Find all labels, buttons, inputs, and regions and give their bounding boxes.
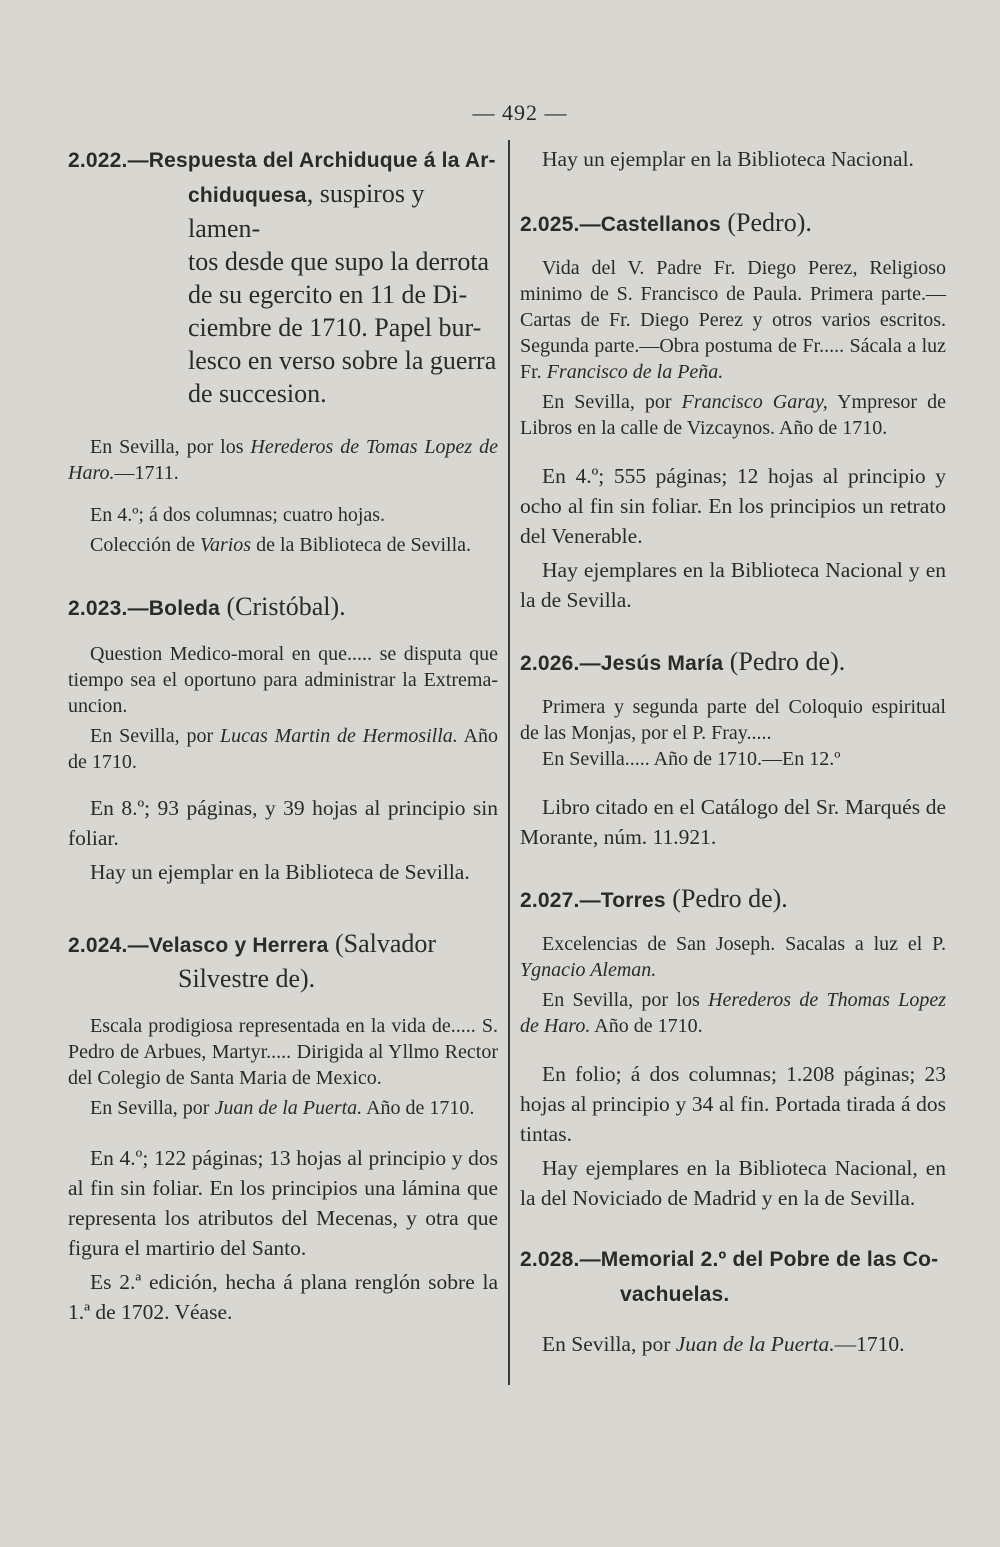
imprint: En Sevilla, por Juan de la Puerta. Año de 1710. <box>90 1097 475 1119</box>
entry-title: Jesús María <box>600 652 724 675</box>
imprint: En Sevilla, por Francisco Garay, Ympresor de Libros en la calle de Vizcaynos. Año de 1710. <box>520 391 946 439</box>
entry-number: 2.024.— <box>68 934 149 957</box>
entry-heading <box>520 645 946 680</box>
imprint: En Sevilla, por Lucas Martin de Hermosilla. Año de 1710. <box>68 725 498 773</box>
entry-title: Respuesta del Archiduque á la Ar- <box>148 149 496 172</box>
entry-heading <box>68 590 498 625</box>
title-description: Question Medico-moral en que..... se disputa que tiempo sea el oportuno para administrar la Extrema-uncion. <box>68 643 498 717</box>
citation-note: Libro citado en el Catálogo del Sr. Marqués de Morante, núm. 11.921. <box>520 795 946 849</box>
entry-title: Velasco y Herrera <box>148 934 329 957</box>
entry-number: 2.028.— <box>520 1248 601 1271</box>
entry-heading <box>520 206 946 241</box>
entry-title-rest: ciembre de 1710. Papel bur- <box>188 313 482 342</box>
entry-title: Boleda <box>148 597 221 620</box>
entry-title-rest: tos desde que supo la derrota <box>188 247 490 276</box>
description: En 8.º; 93 páginas, y 39 hojas al principio sin foliar. <box>68 796 498 850</box>
entry-heading <box>520 882 946 917</box>
location-note: Hay ejemplares en la Biblioteca Nacional, en la del Noviciado de Madrid y en la de Sevilla. <box>520 1156 946 1210</box>
entry-heading <box>68 927 498 995</box>
entry-title-rest: Silvestre de). <box>178 964 316 993</box>
entry-2027 <box>520 882 946 1213</box>
page-number: — 492 — <box>472 100 568 125</box>
right-column <box>520 130 946 1359</box>
entry-2025 <box>520 206 946 615</box>
imprint: En Sevilla, por los Herederos de Thomas Lopez de Haro. Año de 1710. <box>520 989 947 1037</box>
entry-title: Memorial 2.º del Pobre de las Co- <box>600 1248 939 1271</box>
entry-title-rest: de succesion. <box>188 379 327 408</box>
column-divider <box>508 140 510 1385</box>
entry-2022 <box>68 142 498 558</box>
imprint: En Sevilla..... Año de 1710.—En 12.º <box>542 748 841 770</box>
entry-title-rest: lesco en verso sobre la guerra <box>188 346 497 375</box>
entry-title-rest: (Pedro). <box>720 208 812 237</box>
edition-note: Es 2.ª edición, hecha á plana renglón sobre la 1.ª de 1702. Véase. <box>68 1270 498 1324</box>
title-description: Primera y segunda parte del Coloquio espiritual de las Monjas, por el P. Fray..... <box>520 696 946 744</box>
entry-title-cont: chiduquesa <box>188 184 307 207</box>
entry-title-cont: vachuelas. <box>620 1283 730 1306</box>
entry-heading <box>520 1241 946 1311</box>
location-note: Hay un ejemplar en la Biblioteca de Sevilla. <box>90 860 470 884</box>
title-description: Vida del V. Padre Fr. Diego Perez, Religioso minimo de S. Francisco de Paula. Primera parte.—Cartas de Fr. Diego Perez y otros varios escritos. Segunda parte.—Obra postuma de Fr..... Sácala a luz Fr. Francisco de la Peña. <box>520 257 946 383</box>
imprint: En Sevilla, por Juan de la Puerta.—1710. <box>542 1332 905 1356</box>
entry-number: 2.027.— <box>520 889 601 912</box>
entry-2028 <box>520 1241 946 1359</box>
location-note: Hay un ejemplar en la Biblioteca Nacional. <box>542 147 914 171</box>
entry-title-rest: (Pedro de). <box>665 884 788 913</box>
title-description: Excelencias de San Joseph. Sacalas a luz el P. Ygnacio Aleman. <box>520 933 946 981</box>
entry-heading <box>68 142 498 410</box>
description: En 4.º; á dos columnas; cuatro hojas. <box>90 504 386 526</box>
description: En 4.º; 122 páginas; 13 hojas al principio y dos al fin sin foliar. En los principios una lámina que representa los atributos del Mecenas, y otra que figura el martirio del Santo. <box>68 1146 498 1260</box>
entry-title-rest: (Salvador <box>328 929 437 958</box>
description: En folio; á dos columnas; 1.208 páginas; 23 hojas al principio y 34 al fin. Portada tirada á dos tintas. <box>520 1062 946 1146</box>
entry-title-rest: (Pedro de). <box>723 647 846 676</box>
entry-number: 2.025.— <box>520 213 601 236</box>
entry-title: Torres <box>600 889 666 912</box>
title-description: Escala prodigiosa representada en la vida de..... S. Pedro de Arbues, Martyr..... Dirigida al Yllmo Rector del Colegio de Santa Maria de Mexico. <box>68 1015 498 1089</box>
entry-2026 <box>520 645 946 852</box>
location-note: Hay ejemplares en la Biblioteca Nacional y en la de Sevilla. <box>520 558 946 612</box>
entry-number: 2.022.— <box>68 149 149 172</box>
left-column <box>68 130 498 1327</box>
location-note: Colección de Varios de la Biblioteca de Sevilla. <box>90 534 472 556</box>
entry-number: 2.026.— <box>520 652 601 675</box>
entry-2023 <box>68 590 498 887</box>
entry-title-rest: de su egercito en 11 de Di- <box>188 280 468 309</box>
entry-title-rest: (Cristóbal). <box>220 592 346 621</box>
entry-2024 <box>68 927 498 1327</box>
entry-number: 2.023.— <box>68 597 149 620</box>
description: En 4.º; 555 páginas; 12 hojas al principio y ocho al fin sin foliar. En los principios un retrato del Venerable. <box>520 464 946 548</box>
imprint: En Sevilla, por los Herederos de Tomas Lopez de Haro.—1711. <box>68 436 498 484</box>
entry-title: Castellanos <box>600 213 721 236</box>
entry-title-rest: , suspiros y lamen- <box>188 179 425 243</box>
